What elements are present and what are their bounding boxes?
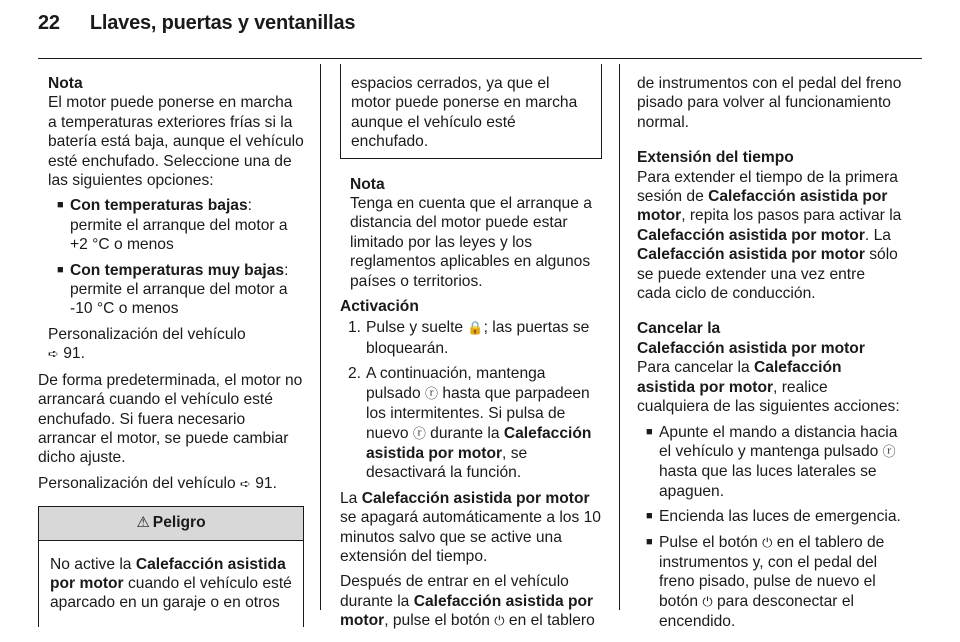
list-item: 2. A continuación, mantenga pulsado ⓡ hasta que parpadeen los intermitentes. Si pulsa de nuevo ⓡ durante la Calefacción asistida por motor, se desactivará la función.	[348, 365, 592, 482]
list-item: ■ Apunte el mando a distancia hacia el vehículo y mantenga pulsado ⓡ hasta que las luces laterales se apaguen.	[637, 423, 903, 502]
list-item: ■ Con temperaturas bajas: permite el arranque del motor a +2 °C o menos	[48, 196, 304, 254]
column-3	[637, 74, 903, 632]
reference-link[interactable]: 91.	[255, 474, 277, 492]
remote-start-icon: ⓡ	[882, 444, 896, 460]
note-heading: Nota	[48, 75, 83, 92]
personalization-line: Personalización del vehículo ➪ 91.	[38, 474, 277, 492]
note-intro: El motor puede ponerse en marcha a temperaturas exteriores frías si la batería está baja, aunque el vehículo esté enchufado. Seleccione una de las siguientes opciones:	[48, 94, 304, 190]
continued-paragraph: de instrumentos con el pedal del freno pisado para volver al funcionamiento normal.	[637, 75, 902, 131]
remote-start-icon: ⓡ	[424, 386, 438, 402]
list-item: ■ Encienda las luces de emergencia.	[637, 507, 903, 526]
reference-link[interactable]: 91.	[63, 345, 85, 363]
auto-shutoff-paragraph: La Calefacción asistida por motor se apagará automáticamente a los 10 minutos salvo que se active una extensión del tiempo.	[340, 489, 601, 565]
extension-heading: Extensión del tiempo	[637, 149, 794, 167]
list-item: ■ Con temperaturas muy bajas: permite el arranque del motor a -10 °C o menos	[48, 261, 304, 319]
warning-box-continued: espacios cerrados, ya que el motor puede ponerse en marcha aunque el vehículo esté enchufado.	[340, 64, 602, 159]
column-2	[340, 64, 602, 632]
column-divider	[619, 64, 620, 610]
remote-start-icon: ⓡ	[412, 426, 426, 442]
page-title: Llaves, puertas y ventanillas	[89, 12, 356, 34]
note-heading: Nota	[350, 175, 385, 193]
power-button-icon: ⏻	[702, 594, 713, 610]
list-item: 1. Pulse y suelte 🔒; las puertas se bloquearán.	[348, 319, 590, 357]
cancel-paragraph: Para cancelar la Calefacción asistida por motor, realice cualquiera de las siguientes acciones:	[637, 359, 900, 416]
column-1	[38, 74, 304, 627]
column-divider	[320, 64, 321, 610]
power-button-icon: ⏻	[762, 535, 773, 551]
note-block	[340, 175, 602, 291]
default-paragraph: De forma predeterminada, el motor no arrancará cuando el vehículo esté enchufado. Si fuera necesario arrancar el motor, se puede cambiar dicho ajuste.	[38, 371, 303, 467]
activation-heading: Activación	[340, 298, 419, 316]
header-rule	[38, 58, 922, 59]
lock-icon: 🔒	[467, 321, 484, 337]
note-personalization: Personalización del vehículo ➪ 91.	[48, 325, 246, 363]
arrow-reference-icon: ➪	[48, 347, 59, 363]
warning-body: No active la Calefacción asistida por motor cuando el vehículo esté aparcado en un garaje o en otros	[50, 555, 292, 612]
list-item: ■ Pulse el botón ⏻ en el tablero de instrumentos y, con el pedal del freno pisado, pulse de nuevo el botón ⏻ para desconectar el encendido.	[637, 533, 903, 632]
power-button-icon: ⏻	[494, 614, 505, 630]
cancel-heading: Cancelar la Calefacción asistida por motor	[637, 320, 865, 357]
extension-paragraph: Para extender el tiempo de la primera sesión de Calefacción asistida por motor, repita los pasos para activar la Calefacción asistida por motor. La Calefacción asistida por motor sólo se puede extender una vez entre cada ciclo de conducción.	[637, 168, 902, 303]
page-header	[38, 14, 355, 33]
note-block	[38, 74, 304, 365]
warning-triangle-icon: ⚠	[136, 514, 150, 532]
note-text: Tenga en cuenta que el arranque a distancia del motor puede estar limitado por las leyes y los reglamentos aplicables en algunos países o territorios.	[350, 195, 592, 290]
after-entry-paragraph: Después de entrar en el vehículo durante la Calefacción asistida por motor, pulse el botón ⏻ en el tablero	[340, 573, 595, 630]
page-number: 22	[38, 12, 60, 34]
warning-header: ⚠ Peligro	[39, 507, 303, 540]
arrow-reference-icon: ➪	[239, 476, 251, 492]
warning-box	[38, 506, 304, 626]
